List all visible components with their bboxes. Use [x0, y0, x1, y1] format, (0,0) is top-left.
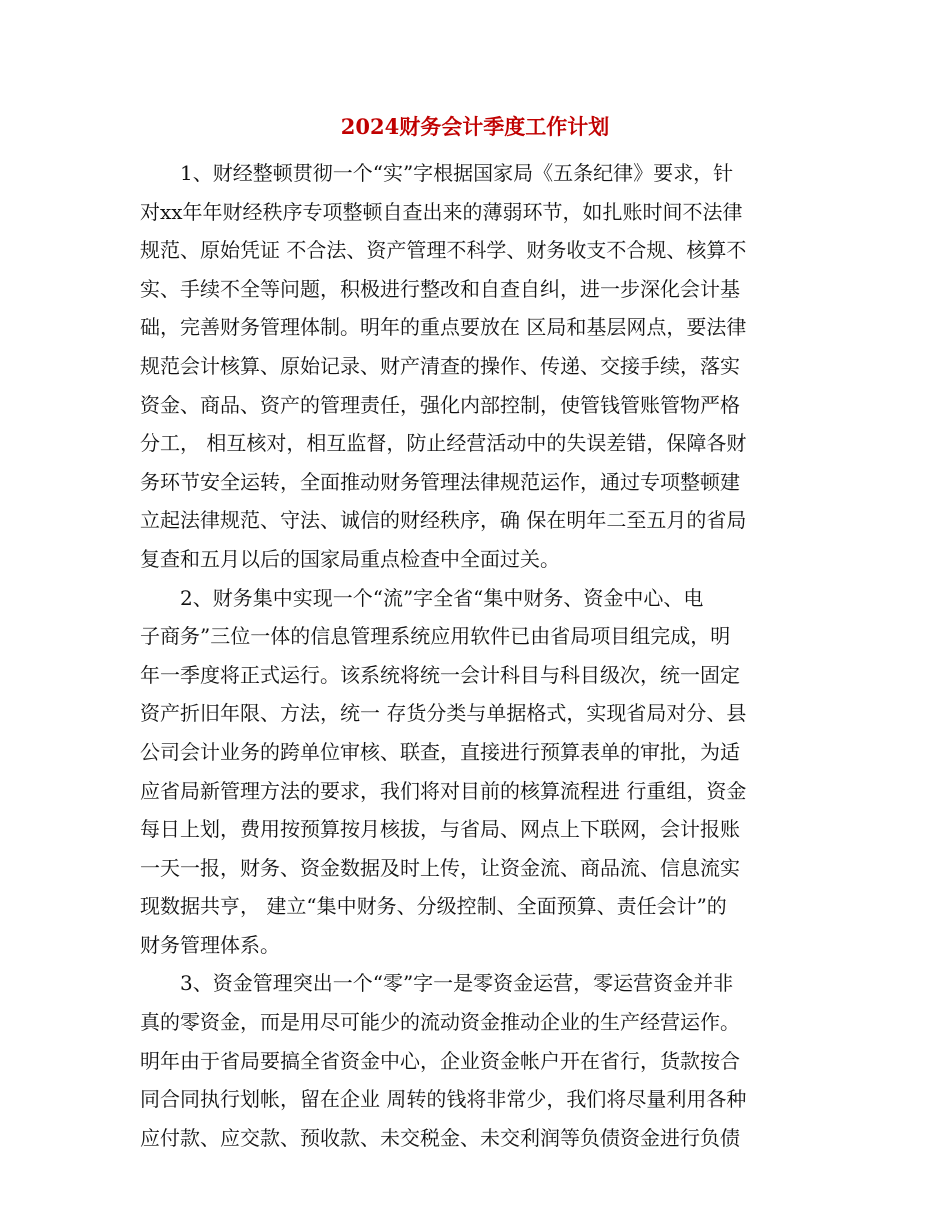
text-line: 应省局新管理方法的要求，我们将对目前的核算流程进 行重组，资金	[140, 778, 747, 803]
text-line: 一天一报，财务、资金数据及时上传，让资金流、商品流、信息流实	[140, 855, 740, 880]
text-line: 明年由于省局要搞全省资金中心，企业资金帐户开在省行，货款按合	[140, 1048, 740, 1073]
text-line: 复查和五月以后的国家局重点检查中全面过关。	[140, 546, 560, 571]
text-line: 年一季度将正式运行。该系统将统一会计科目与科目级次，统一固定	[140, 662, 740, 687]
text-line: 3、资金管理突出一个“零”字一是零资金运营，零运营资金并非	[180, 971, 734, 996]
text-line: 2、财务集中实现一个“流”字全省“集中财务、资金中心、电	[180, 585, 704, 610]
text-line: 对xx年年财经秩序专项整顿自查出来的薄弱环节，如扎账时间不法律	[140, 199, 743, 224]
text-line: 资产折旧年限、方法，统一 存货分类与单据格式，实现省局对分、县	[140, 701, 747, 726]
text-line: 真的零资金，而是用尽可能少的流动资金推动企业的生产经营运作。	[140, 1010, 740, 1035]
text-line: 1、财经整顿贯彻一个“实”字根据国家局《五条纪律》要求，针	[180, 161, 734, 185]
text-line: 同合同执行划帐，留在企业 周转的钱将非常少，我们将尽量利用各种	[140, 1087, 747, 1112]
text-line: 规范会计核算、原始记录、财产清查的操作、传递、交接手续，落实	[140, 353, 740, 378]
document-title: 2024财务会计季度工作计划	[340, 114, 610, 139]
text-line: 应付款、应交款、预收款、未交税金、未交利润等负债资金进行负债	[140, 1125, 740, 1150]
text-line: 每日上划，费用按预算按月核拔，与省局、网点上下联网，会计报账	[140, 817, 740, 842]
paragraph-2	[140, 579, 808, 965]
text-line: 财务管理体系。	[140, 932, 280, 957]
paragraph-1	[140, 154, 808, 579]
text-line: 立起法律规范、守法、诚信的财经秩序，确 保在明年二至五月的省局	[140, 508, 747, 533]
text-line: 础，完善财务管理体制。明年的重点要放在 区局和基层网点，要法律	[140, 315, 747, 340]
text-line: 现数据共亨， 建立“集中财务、分级控制、全面预算、责任会计”的	[140, 894, 727, 919]
text-line: 分工， 相互核对，相互监督，防止经营活动中的失误差错，保障各财	[140, 431, 747, 456]
text-line: 子商务”三位一体的信息管理系统应用软件已由省局项目组完成，明	[140, 624, 731, 649]
text-line: 实、手续不全等问题，积极进行整改和自查自纠，进一步深化会计基	[140, 276, 740, 301]
paragraph-3	[140, 964, 808, 1157]
text-line: 规范、原始凭证 不合法、资产管理不科学、财务收支不合规、核算不	[140, 238, 747, 263]
document-body	[140, 154, 808, 1157]
text-line: 资金、商品、资产的管理责任，强化内部控制，使管钱管账管物严格	[140, 392, 740, 417]
text-line: 公司会计业务的跨单位审核、联查，直接进行预算表单的审批，为适	[140, 739, 740, 764]
text-line: 务环节安全运转，全面推动财务管理法律规范运作，通过专项整顿建	[140, 469, 740, 494]
